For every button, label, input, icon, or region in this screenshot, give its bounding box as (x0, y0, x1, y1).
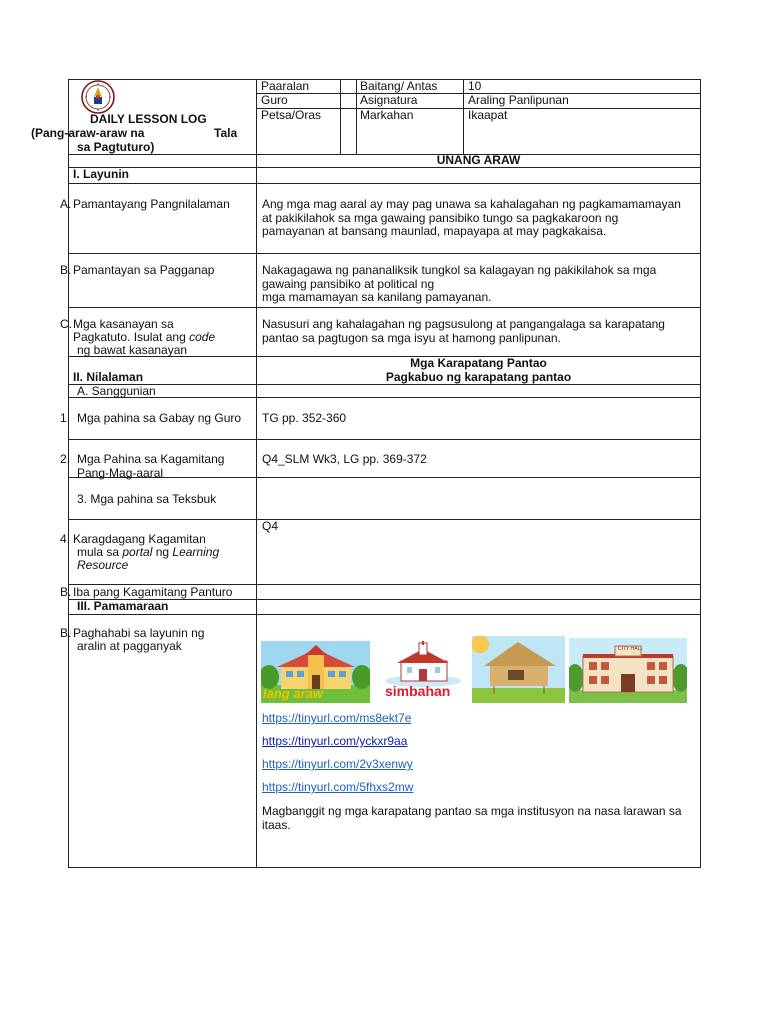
rule (68, 183, 701, 184)
column-divider (463, 79, 464, 154)
day-heading: UNANG ARAW (436, 153, 521, 167)
row-a-letter: A. (60, 197, 72, 211)
row-c-label-1: Mga kasanayan sa (73, 317, 174, 331)
rule (68, 397, 701, 398)
row-4-label-1: Karagdagang Kagamitan (73, 532, 206, 546)
column-divider (340, 79, 341, 154)
row-b-value-end: mga mamamayan sa kanilang pamayanan. (262, 290, 492, 304)
log-subtitle-right: Tala (214, 126, 238, 140)
paaralan-picture (261, 641, 370, 703)
rule (68, 519, 701, 520)
instruction-text: Magbanggit ng mga karapatang pantao sa mga institusyon na nasa larawan sa itaas. (262, 804, 682, 832)
rule (68, 439, 701, 440)
nilalaman-value-1: Mga Karapatang Pantao (410, 356, 547, 370)
row-c-label-2-text: Pagkatuto. Isulat ang (73, 330, 190, 344)
grade-value: 10 (468, 79, 482, 93)
school-label: Paaralan (261, 79, 310, 93)
rule (68, 253, 701, 254)
deped-seal-logo (77, 80, 119, 114)
row-2-label: Mga Pahina sa Kagamitang Pang-Mag-aaral (77, 452, 225, 480)
simbahan-caption: simbahan (385, 683, 451, 699)
quarter-value: Ikaapat (468, 108, 508, 122)
row-iba-label: Iba pang Kagamitang Panturo (73, 585, 233, 599)
log-title: DAILY LESSON LOG (90, 112, 207, 126)
resource-link-4[interactable]: https://tinyurl.com/5fhxs2mw (262, 780, 414, 794)
log-subtitle: (Pang-araw-araw na (31, 126, 145, 140)
bahay-kubo-picture (472, 636, 565, 703)
row-4-label-3 (77, 559, 128, 573)
row-iba-letter: B. (60, 585, 72, 599)
row-b-label: Pamantayan sa Pagganap (73, 263, 215, 277)
resource-link-3[interactable]: https://tinyurl.com/2v3xenwy (262, 757, 413, 771)
row-c-label-2-italic: code (189, 330, 216, 344)
simbahan-picture (379, 641, 468, 703)
paaralan-caption: lang araw (263, 686, 323, 701)
row-b-value: Nakagagawa ng pananaliksik tungkol sa kalagayan ng pakikilahok sa mga gawaing pansibiko at political ng (262, 263, 657, 291)
row-a-label: Pamantayang Pangnilalaman (73, 197, 230, 211)
resource-link-1[interactable]: https://tinyurl.com/ms8ekt7e (262, 711, 412, 725)
city-hall-picture (569, 638, 687, 703)
row-1-number: 1. (60, 411, 71, 425)
row-pag-letter: B. (60, 626, 72, 640)
row-4-text-e: Resource (77, 558, 129, 572)
resource-link-2[interactable]: https://tinyurl.com/yckxr9aa (262, 734, 408, 748)
row-4-text-a: mula sa (77, 545, 123, 559)
row-3-label: 3. Mga pahina sa Teksbuk (77, 492, 217, 506)
row-1-value: TG pp. 352-360 (262, 411, 347, 425)
log-subtitle-end: sa Pagtuturo) (77, 140, 155, 154)
section-pamamaraan: III. Pamamaraan (77, 599, 169, 613)
row-c-label-3: ng bawat kasanayan (77, 343, 188, 357)
row-4-value: Q4 (262, 519, 279, 533)
rule (68, 307, 701, 308)
column-divider (256, 79, 257, 868)
row-2-number: 2. (60, 452, 71, 466)
nilalaman-value-2: Pagkabuo ng karapatang pantao (385, 370, 572, 384)
section-nilalaman: II. Nilalaman (73, 370, 144, 384)
grade-label: Baitang/ Antas (360, 79, 438, 93)
quarter-label: Markahan (360, 108, 414, 122)
city-hall-caption: CITY HALL (618, 646, 644, 652)
rule (68, 614, 701, 615)
row-b-letter: B. (60, 263, 72, 277)
subject-value: Araling Panlipunan (468, 93, 569, 107)
row-c-value: Nasusuri ang kahalagahan ng pagsusulong at pangangalaga sa karapatang pantao sa pagtugon sa mga isyu at hamong panlipunan. (262, 317, 665, 345)
subject-label: Asignatura (360, 93, 418, 107)
row-4-text-b: portal (122, 545, 153, 559)
row-4-number: 4. (60, 532, 71, 546)
row-4-text-c: ng (152, 545, 173, 559)
row-2-value: Q4_SLM Wk3, LG pp. 369-372 (262, 452, 427, 466)
column-divider (356, 79, 357, 154)
row-1-label: Mga pahina sa Gabay ng Guro (77, 411, 242, 425)
row-pag-label-2: aralin at pagganyak (77, 639, 182, 653)
date-label: Petsa/Oras (261, 108, 322, 122)
section-layunin: I. Layunin (73, 167, 130, 181)
row-4-text-d: Learning (172, 545, 220, 559)
row-c-letter: C. (60, 317, 72, 331)
teacher-label: Guro (261, 93, 288, 107)
row-pag-label-1: Paghahabi sa layunin ng (73, 626, 205, 640)
sanggunian-label: A. Sanggunian (77, 384, 156, 398)
row-a-value: Ang mga mag aaral ay may pag unawa sa kahalagahan ng pagkamamamayan at pakikilahok sa mga gawaing pansibiko tungo sa pagkakaroon ng pamayanan at bansang maunlad, mapayapa at may pagkakaisa. (262, 197, 681, 238)
